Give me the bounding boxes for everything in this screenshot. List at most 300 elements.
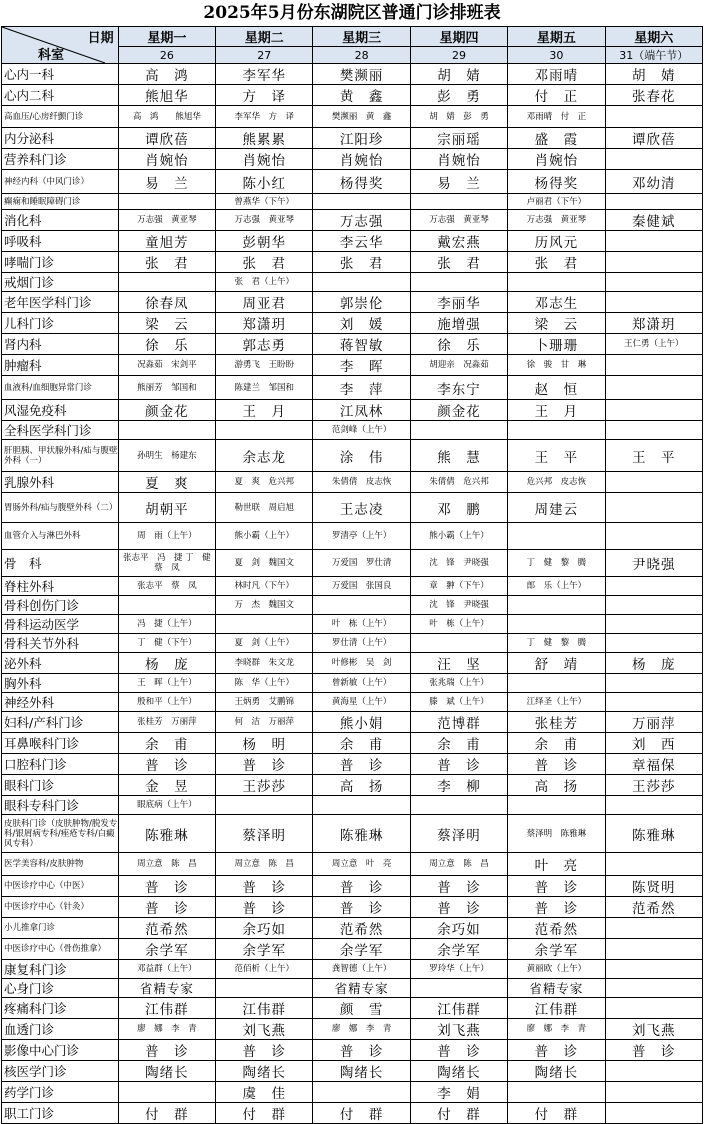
schedule-cell: 王炳勇 艾鹏锦 [216, 693, 313, 712]
schedule-cell: 李 萍 [313, 376, 410, 400]
schedule-cell [216, 615, 313, 634]
dept-name: 骨科创伤门诊 [2, 596, 119, 615]
table-row [2, 85, 703, 106]
schedule-cell: 张 君 [313, 252, 410, 273]
schedule-cell: 张 君 [410, 252, 507, 273]
table-row [2, 796, 703, 815]
dept-name: 眼科专科门诊 [2, 796, 119, 815]
schedule-cell: 夏 爽 [118, 472, 215, 493]
schedule-cell: 沈 锋 尹晓强 [410, 550, 507, 577]
schedule-cell: 丁 健 黎 腾 [508, 634, 605, 653]
schedule-cell [118, 596, 215, 615]
schedule-cell: 陈雅琳 [605, 815, 702, 853]
schedule-cell: 肖婉怡 [118, 149, 215, 170]
schedule-cell: 杨 庞 [118, 653, 215, 674]
schedule-cell: 秦健斌 [605, 210, 702, 231]
schedule-cell: 余学军 [410, 939, 507, 960]
schedule-cell: 周建云 [508, 493, 605, 523]
table-row [2, 376, 703, 400]
schedule-cell: 郑潇玥 [605, 313, 702, 334]
schedule-cell [605, 376, 702, 400]
schedule-cell: 尹晓强 [605, 550, 702, 577]
dept-name: 神经外科 [2, 693, 119, 712]
schedule-cell: 万爱国 罗仕清 [313, 550, 410, 577]
schedule-cell: 普 诊 [508, 1040, 605, 1061]
table-row [2, 1061, 703, 1082]
dept-name: 哮喘门诊 [2, 252, 119, 273]
schedule-cell: 余志龙 [216, 440, 313, 472]
table-row [2, 400, 703, 421]
schedule-cell [508, 523, 605, 550]
table-row [2, 1019, 703, 1040]
day-header: 星期五 [508, 27, 605, 47]
schedule-cell: 李 柳 [410, 775, 507, 796]
schedule-cell: 万爱国 张国良 [313, 577, 410, 596]
schedule-cell: 陶绪长 [118, 1061, 215, 1082]
schedule-cell [508, 796, 605, 815]
schedule-cell: 郎 乐（上午） [508, 577, 605, 596]
schedule-cell [410, 194, 507, 210]
schedule-cell: 余学军 [118, 939, 215, 960]
table-row [2, 653, 703, 674]
schedule-cell: 张春花 [605, 85, 702, 106]
schedule-cell: 刘飞燕 [216, 1019, 313, 1040]
schedule-cell: 王莎莎 [605, 775, 702, 796]
schedule-cell: 熊 慧 [410, 440, 507, 472]
schedule-cell: 普 诊 [313, 754, 410, 775]
schedule-cell: 王 晖（上午） [118, 674, 215, 693]
schedule-cell: 梁 云 [508, 313, 605, 334]
schedule-cell: 宗丽瑶 [410, 128, 507, 149]
schedule-cell [605, 596, 702, 615]
schedule-cell: 普 诊 [216, 1040, 313, 1061]
schedule-cell: 何 洁 万丽萍 [216, 712, 313, 733]
dept-name: 戒烟门诊 [2, 273, 119, 292]
schedule-cell: 江伟群 [216, 998, 313, 1019]
table-row [2, 128, 703, 149]
schedule-cell: 张 君（上午） [216, 273, 313, 292]
schedule-cell: 金 昱 [118, 775, 215, 796]
table-row [2, 64, 703, 85]
schedule-cell: 梁 云 [118, 313, 215, 334]
table-row [2, 815, 703, 853]
schedule-cell: 叶 栋（上午） [313, 615, 410, 634]
dept-name: 胃肠外科/疝与腹壁外科（二） [2, 493, 119, 523]
schedule-cell: 省精专家 [508, 979, 605, 998]
schedule-cell [410, 273, 507, 292]
schedule-cell: 江伟群 [410, 998, 507, 1019]
schedule-cell: 普 诊 [313, 1040, 410, 1061]
schedule-cell: 蔡泽明 陈雅琳 [508, 815, 605, 853]
schedule-cell: 普 诊 [508, 897, 605, 918]
schedule-cell [605, 693, 702, 712]
schedule-cell: 章 翀（下午） [410, 577, 507, 596]
schedule-cell: 普 诊 [118, 876, 215, 897]
schedule-cell: 周亚君 [216, 292, 313, 313]
dept-name: 内分泌科 [2, 128, 119, 149]
table-row [2, 334, 703, 355]
schedule-cell: 滕 斌（上午） [410, 693, 507, 712]
schedule-cell: 虞 佳 [216, 1082, 313, 1103]
table-row [2, 596, 703, 615]
schedule-cell: 樊濒丽 [313, 64, 410, 85]
schedule-cell: 危兴邦 皮志恢 [508, 472, 605, 493]
day-header: 星期四 [410, 27, 507, 47]
table-row [2, 775, 703, 796]
table-row [2, 292, 703, 313]
date-header: 27 [216, 47, 313, 64]
schedule-cell: 施增强 [410, 313, 507, 334]
schedule-cell: 徐 骏 甘 琳 [508, 355, 605, 376]
dept-name: 心身门诊 [2, 979, 119, 998]
schedule-cell: 刘飞燕 [605, 1019, 702, 1040]
dept-name: 眼科门诊 [2, 775, 119, 796]
schedule-cell [605, 615, 702, 634]
schedule-cell [605, 1103, 702, 1124]
schedule-cell: 江绎圣（上午） [508, 693, 605, 712]
dept-name: 职工门诊 [2, 1103, 119, 1124]
dept-name: 高血压/心房纤颤门诊 [2, 106, 119, 128]
schedule-cell: 范希然 [605, 897, 702, 918]
schedule-cell [410, 634, 507, 653]
dept-name: 康复科门诊 [2, 960, 119, 979]
schedule-cell: 普 诊 [118, 897, 215, 918]
schedule-cell: 颜 雪 [313, 998, 410, 1019]
schedule-cell: 江阳珍 [313, 128, 410, 149]
schedule-cell [118, 1082, 215, 1103]
schedule-cell: 易 兰 [118, 170, 215, 194]
schedule-cell: 王志凌 [313, 493, 410, 523]
schedule-cell [313, 796, 410, 815]
schedule-cell: 杨 明 [216, 733, 313, 754]
schedule-cell: 陈贤明 [605, 876, 702, 897]
schedule-cell: 丁 健（下午） [118, 634, 215, 653]
schedule-cell: 普 诊 [410, 1040, 507, 1061]
schedule-cell: 颜金花 [118, 400, 215, 421]
schedule-cell: 胡 婧 [605, 64, 702, 85]
day-header: 星期六 [605, 27, 702, 47]
schedule-cell [605, 674, 702, 693]
schedule-cell: 张志平 冯 捷 丁 健 蔡 凤 [118, 550, 215, 577]
dept-name: 妇科/产科门诊 [2, 712, 119, 733]
dept-name: 核医学门诊 [2, 1061, 119, 1082]
dept-name: 疼痛科门诊 [2, 998, 119, 1019]
schedule-cell: 彭朝华 [216, 231, 313, 252]
schedule-cell: 熊旭华 [118, 85, 215, 106]
schedule-cell: 胡朝平 [118, 493, 215, 523]
schedule-cell: 历风元 [508, 231, 605, 252]
schedule-cell: 高 扬 [508, 775, 605, 796]
schedule-cell: 丁 健 黎 腾 [508, 550, 605, 577]
dept-name: 心内二科 [2, 85, 119, 106]
schedule-cell: 张志平 蔡 凤 [118, 577, 215, 596]
schedule-cell: 曾新敏（上午） [313, 674, 410, 693]
schedule-cell: 李丽华 [410, 292, 507, 313]
schedule-cell [410, 979, 507, 998]
schedule-cell: 颜金花 [410, 400, 507, 421]
schedule-cell: 徐春凤 [118, 292, 215, 313]
schedule-cell: 普 诊 [313, 876, 410, 897]
schedule-cell: 杨 庞 [605, 653, 702, 674]
schedule-cell: 李 娟 [410, 1082, 507, 1103]
schedule-cell: 普 诊 [216, 754, 313, 775]
schedule-cell: 普 诊 [216, 897, 313, 918]
schedule-cell: 胡 婧 [410, 64, 507, 85]
schedule-cell: 孙明生 杨建东 [118, 440, 215, 472]
schedule-cell: 王 平 [605, 440, 702, 472]
schedule-cell: 万 杰 魏国文 [216, 596, 313, 615]
schedule-cell: 周立意 陈 昌 [118, 853, 215, 876]
schedule-cell [508, 273, 605, 292]
schedule-cell: 廖 娜 李 青 [118, 1019, 215, 1040]
table-row [2, 1082, 703, 1103]
dept-name: 营养科门诊 [2, 149, 119, 170]
schedule-cell: 郭志勇 [216, 334, 313, 355]
schedule-cell: 樊濒丽 黄 鑫 [313, 106, 410, 128]
schedule-cell: 普 诊 [508, 754, 605, 775]
dept-label: 科室 [38, 48, 65, 63]
schedule-cell: 普 诊 [410, 897, 507, 918]
schedule-cell: 付 群 [216, 1103, 313, 1124]
date-header: 26 [118, 47, 215, 64]
schedule-cell: 普 诊 [605, 1040, 702, 1061]
schedule-cell: 高 鸿 熊旭华 [118, 106, 215, 128]
schedule-cell [605, 939, 702, 960]
header-corner-cell [2, 27, 119, 64]
schedule-cell: 徐 乐 [118, 334, 215, 355]
schedule-cell: 张 君 [118, 252, 215, 273]
schedule-cell: 陈小红 [216, 170, 313, 194]
dept-name: 血管介入与淋巴外科 [2, 523, 119, 550]
schedule-cell: 王仁勇（上午） [605, 334, 702, 355]
header-day-row [2, 27, 703, 47]
table-row [2, 674, 703, 693]
table-row [2, 472, 703, 493]
table-row [2, 1040, 703, 1061]
schedule-cell: 陶绪长 [410, 1061, 507, 1082]
table-row [2, 897, 703, 918]
dept-name: 癫痫和睡眠障碍门诊 [2, 194, 119, 210]
table-row [2, 634, 703, 653]
schedule-cell: 周立意 叶 亮 [313, 853, 410, 876]
schedule-cell: 戴宏燕 [410, 231, 507, 252]
schedule-cell: 余 甫 [508, 733, 605, 754]
dept-name: 泌外科 [2, 653, 119, 674]
schedule-cell: 万丽萍 [605, 712, 702, 733]
schedule-cell: 邓 鹏 [410, 493, 507, 523]
schedule-cell: 范博群 [410, 712, 507, 733]
schedule-cell: 肖婉怡 [508, 149, 605, 170]
dept-name: 肾内科 [2, 334, 119, 355]
table-row [2, 615, 703, 634]
schedule-cell: 刘飞燕 [410, 1019, 507, 1040]
schedule-cell: 龚智德（上午） [313, 960, 410, 979]
schedule-cell: 普 诊 [118, 754, 215, 775]
schedule-cell [118, 273, 215, 292]
schedule-cell: 邓雨晴 付 正 [508, 106, 605, 128]
schedule-cell: 陈雅琳 [313, 815, 410, 853]
schedule-cell: 万志强 [313, 210, 410, 231]
table-row [2, 149, 703, 170]
schedule-cell: 谭欣蓓 [605, 128, 702, 149]
dept-name: 中医诊疗中心（针灸） [2, 897, 119, 918]
dept-name: 老年医学科门诊 [2, 292, 119, 313]
dept-name: 耳鼻喉科门诊 [2, 733, 119, 754]
table-row [2, 523, 703, 550]
schedule-cell: 盛 霞 [508, 128, 605, 149]
schedule-cell [605, 273, 702, 292]
schedule-cell: 熊小娟 [313, 712, 410, 733]
page-title: 2025年5月份东湖院区普通门诊排班表 [203, 3, 501, 23]
dept-name: 小儿推拿门诊 [2, 918, 119, 939]
table-row [2, 577, 703, 596]
schedule-cell: 范希然 [313, 918, 410, 939]
schedule-cell: 蔡泽明 [216, 815, 313, 853]
schedule-cell: 周立意 陈 昌 [410, 853, 507, 876]
schedule-cell: 付 群 [410, 1103, 507, 1124]
schedule-cell: 张桂芳 万丽萍 [118, 712, 215, 733]
dept-name: 心内一科 [2, 64, 119, 85]
schedule-cell: 蒋智敏 [313, 334, 410, 355]
schedule-cell: 熊累累 [216, 128, 313, 149]
schedule-cell: 普 诊 [216, 876, 313, 897]
dept-name: 消化科 [2, 210, 119, 231]
schedule-cell [313, 273, 410, 292]
schedule-cell: 胡 婧 彭 勇 [410, 106, 507, 128]
schedule-cell: 陶绪长 [508, 1061, 605, 1082]
schedule-cell: 范剑峰（上午） [313, 421, 410, 440]
schedule-cell: 夏 剑（上午） [216, 634, 313, 653]
schedule-cell: 勒世联 周启旭 [216, 493, 313, 523]
table-row [2, 918, 703, 939]
schedule-cell: 熊小霸（上午） [410, 523, 507, 550]
schedule-cell [605, 493, 702, 523]
dept-name: 呼吸科 [2, 231, 119, 252]
schedule-cell: 万志强 黄亚琴 [118, 210, 215, 231]
schedule-cell [605, 1061, 702, 1082]
schedule-cell [508, 674, 605, 693]
table-row [2, 998, 703, 1019]
table-row [2, 1103, 703, 1124]
schedule-cell: 普 诊 [410, 876, 507, 897]
schedule-cell: 陶绪长 [216, 1061, 313, 1082]
schedule-cell [605, 796, 702, 815]
schedule-cell: 叶修彬 吴 剑 [313, 653, 410, 674]
schedule-cell: 徐 乐 [410, 334, 507, 355]
dept-name: 影像中心门诊 [2, 1040, 119, 1061]
dept-name: 儿科门诊 [2, 313, 119, 334]
schedule-cell [605, 292, 702, 313]
table-row [2, 960, 703, 979]
table-row [2, 313, 703, 334]
dept-name: 中医诊疗中心（中医） [2, 876, 119, 897]
schedule-cell: 付 群 [508, 1103, 605, 1124]
table-row [2, 440, 703, 472]
schedule-cell: 万志强 黄亚琴 [216, 210, 313, 231]
schedule-cell: 余学军 [313, 939, 410, 960]
dept-name: 骨 科 [2, 550, 119, 577]
schedule-cell: 胡迎亲 况淼茹 [410, 355, 507, 376]
schedule-cell: 普 诊 [508, 876, 605, 897]
schedule-cell: 省精专家 [118, 979, 215, 998]
schedule-cell: 张 君 [216, 252, 313, 273]
schedule-cell: 陈雅琳 [118, 815, 215, 853]
schedule-cell: 陶绪长 [313, 1061, 410, 1082]
day-header: 星期二 [216, 27, 313, 47]
schedule-cell: 余巧如 [216, 918, 313, 939]
dept-name: 脊柱外科 [2, 577, 119, 596]
date-header: 30 [508, 47, 605, 64]
schedule-cell: 曾燕华（下午） [216, 194, 313, 210]
table-row [2, 693, 703, 712]
dept-name: 骨科运动医学 [2, 615, 119, 634]
schedule-cell [605, 355, 702, 376]
table-row [2, 979, 703, 998]
table-row [2, 273, 703, 292]
table-row [2, 733, 703, 754]
schedule-cell: 付 群 [118, 1103, 215, 1124]
schedule-cell: 李东宁 [410, 376, 507, 400]
schedule-cell [118, 421, 215, 440]
schedule-cell [216, 796, 313, 815]
schedule-cell: 汪 坚 [410, 653, 507, 674]
schedule-cell [605, 400, 702, 421]
schedule-cell: 卜珊珊 [508, 334, 605, 355]
dept-name: 神经内科（中风门诊） [2, 170, 119, 194]
schedule-cell [508, 421, 605, 440]
schedule-cell [605, 853, 702, 876]
table-row [2, 170, 703, 194]
table-row [2, 754, 703, 775]
schedule-cell: 余学军 [216, 939, 313, 960]
schedule-cell: 邓志生 [508, 292, 605, 313]
schedule-cell: 周 雨（上午） [118, 523, 215, 550]
schedule-cell: 涂 伟 [313, 440, 410, 472]
schedule-cell: 江凤林 [313, 400, 410, 421]
schedule-cell: 杨得奖 [508, 170, 605, 194]
schedule-cell [118, 194, 215, 210]
schedule-cell: 廖 娜 李 青 [313, 1019, 410, 1040]
schedule-cell [508, 596, 605, 615]
schedule-cell [410, 421, 507, 440]
schedule-cell: 余 甫 [313, 733, 410, 754]
schedule-cell: 童旭芳 [118, 231, 215, 252]
schedule-cell: 冯 捷（上午） [118, 615, 215, 634]
schedule-cell [508, 1082, 605, 1103]
schedule-cell [605, 634, 702, 653]
schedule-cell: 彭 勇 [410, 85, 507, 106]
schedule-cell [605, 252, 702, 273]
schedule-cell: 赵 恒 [508, 376, 605, 400]
schedule-cell: 游勇飞 王盼盼 [216, 355, 313, 376]
table-row [2, 876, 703, 897]
schedule-cell: 高 扬 [313, 775, 410, 796]
schedule-cell: 黄 鑫 [313, 85, 410, 106]
schedule-cell: 陈 华（上午） [216, 674, 313, 693]
dept-name: 血液科/血细胞异常门诊 [2, 376, 119, 400]
schedule-cell [410, 796, 507, 815]
schedule-cell: 范佰析（上午） [216, 960, 313, 979]
schedule-cell: 江伟群 [508, 998, 605, 1019]
table-row [2, 421, 703, 440]
schedule-cell: 眼底病（上午） [118, 796, 215, 815]
schedule-cell [605, 577, 702, 596]
schedule-cell: 罗玲华（上午） [410, 960, 507, 979]
schedule-cell: 舒 靖 [508, 653, 605, 674]
schedule-cell: 邓益群（上午） [118, 960, 215, 979]
table-row [2, 550, 703, 577]
schedule-cell: 陈建兰 邹国和 [216, 376, 313, 400]
